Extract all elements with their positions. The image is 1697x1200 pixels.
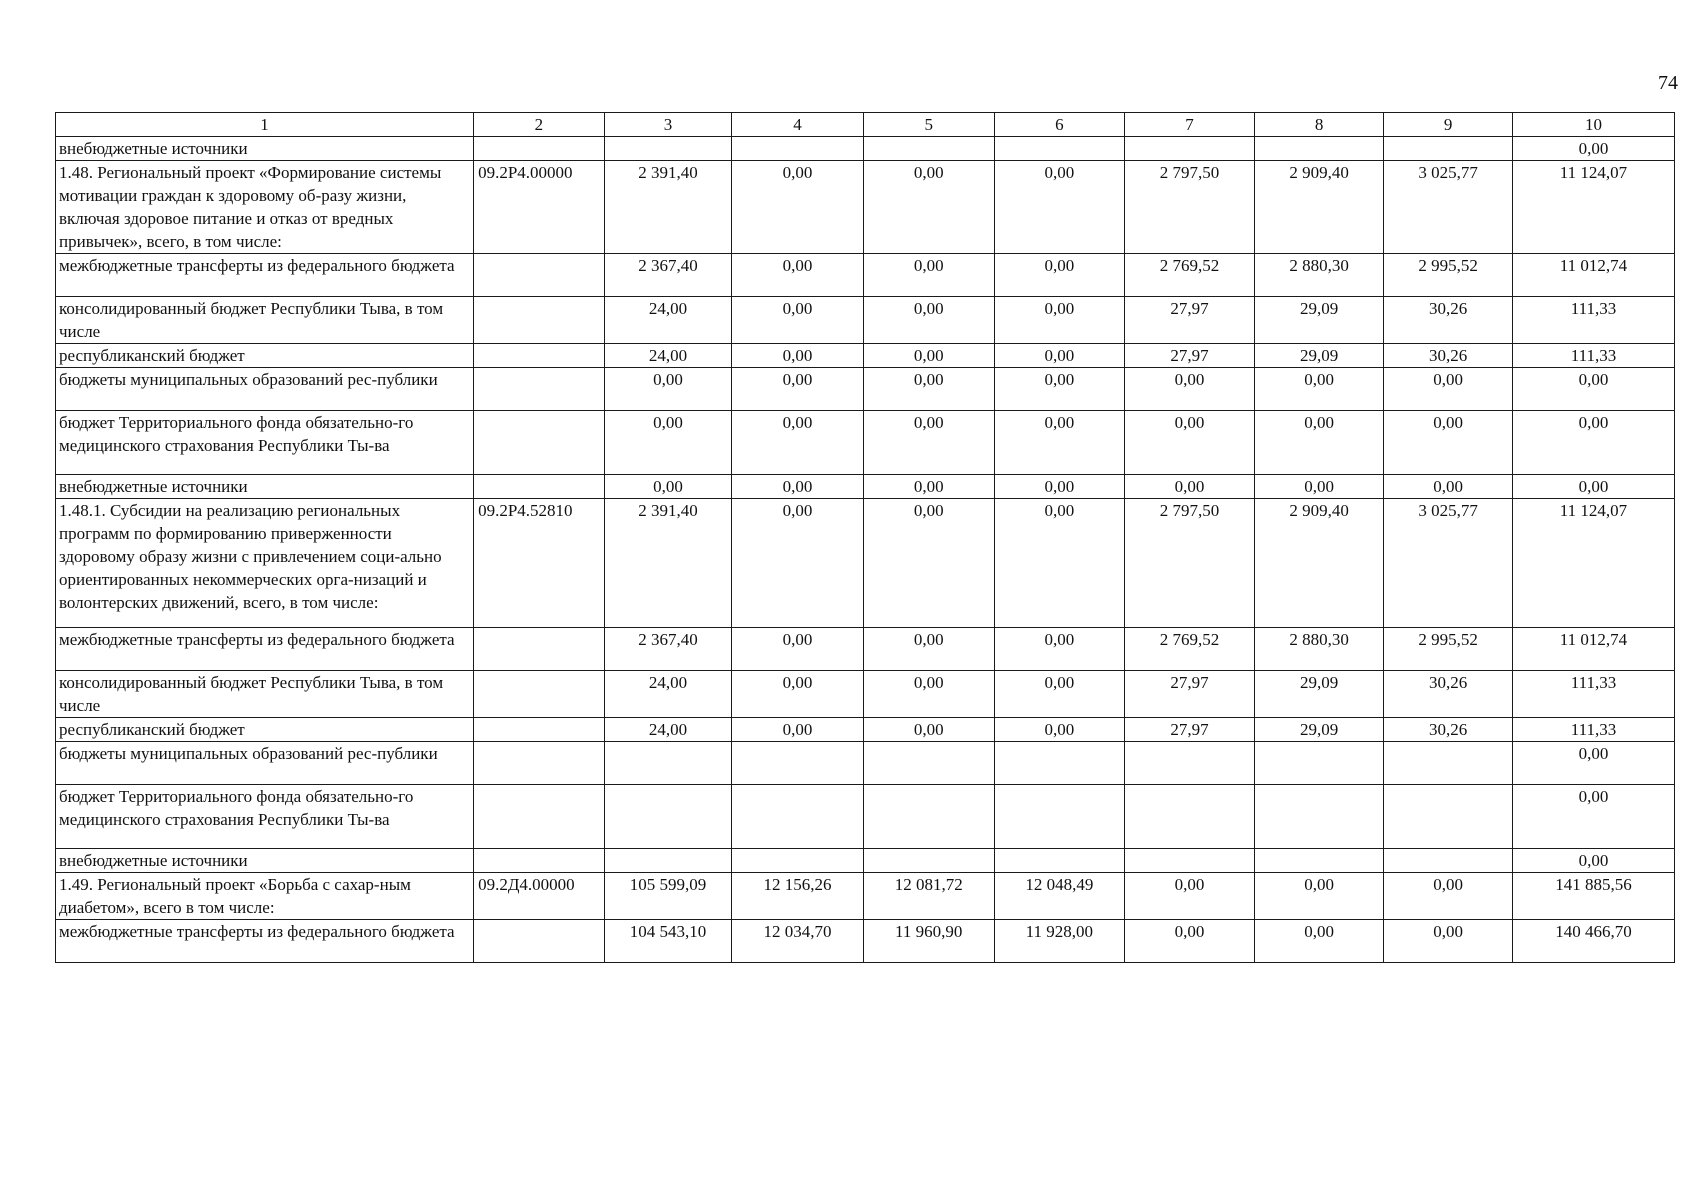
value-cell: 0,00 xyxy=(732,368,864,411)
value-cell xyxy=(1384,849,1513,873)
value-cell: 0,00 xyxy=(732,161,864,254)
value-cell: 0,00 xyxy=(1125,873,1255,920)
value-cell: 27,97 xyxy=(1125,297,1255,344)
header-cell: 4 xyxy=(732,113,864,137)
value-cell xyxy=(1254,742,1384,785)
table-header xyxy=(56,113,1675,137)
value-cell xyxy=(1254,137,1384,161)
value-cell: 24,00 xyxy=(604,718,732,742)
row-code: 09.2Р4.52810 xyxy=(474,499,605,628)
row-code xyxy=(474,254,605,297)
table-row xyxy=(56,785,1675,849)
row-label: внебюджетные источники xyxy=(56,137,474,161)
value-cell: 0,00 xyxy=(1512,849,1674,873)
value-cell: 0,00 xyxy=(994,671,1125,718)
value-cell: 0,00 xyxy=(863,161,994,254)
row-code xyxy=(474,785,605,849)
row-code xyxy=(474,628,605,671)
table-row xyxy=(56,475,1675,499)
value-cell: 0,00 xyxy=(994,411,1125,475)
value-cell: 30,26 xyxy=(1384,297,1513,344)
value-cell xyxy=(732,849,864,873)
value-cell: 0,00 xyxy=(863,671,994,718)
value-cell: 11 960,90 xyxy=(863,920,994,963)
value-cell: 0,00 xyxy=(863,411,994,475)
value-cell: 27,97 xyxy=(1125,344,1255,368)
value-cell: 0,00 xyxy=(1254,873,1384,920)
value-cell: 0,00 xyxy=(1512,137,1674,161)
value-cell: 0,00 xyxy=(732,344,864,368)
row-label: бюджет Территориального фонда обязательно-го медицинского страхования Республики Ты-ва xyxy=(56,411,474,475)
row-code: 09.2Д4.00000 xyxy=(474,873,605,920)
value-cell: 0,00 xyxy=(1254,920,1384,963)
row-label: межбюджетные трансферты из федерального бюджета xyxy=(56,254,474,297)
value-cell: 12 081,72 xyxy=(863,873,994,920)
value-cell: 140 466,70 xyxy=(1512,920,1674,963)
value-cell: 2 797,50 xyxy=(1125,161,1255,254)
table-row xyxy=(56,920,1675,963)
value-cell: 0,00 xyxy=(863,368,994,411)
value-cell xyxy=(732,742,864,785)
value-cell xyxy=(1125,785,1255,849)
value-cell: 0,00 xyxy=(1384,475,1513,499)
value-cell xyxy=(863,785,994,849)
value-cell: 0,00 xyxy=(863,718,994,742)
row-label: 1.48.1. Субсидии на реализацию региональных программ по формированию приверженности здоровому образу жизни с привлечением соци-ально ориентированных некоммерческих орга-низаций и волонтерских движений, всего, в том числе: xyxy=(56,499,474,628)
value-cell xyxy=(604,849,732,873)
value-cell: 0,00 xyxy=(1512,411,1674,475)
header-cell: 5 xyxy=(863,113,994,137)
value-cell: 24,00 xyxy=(604,344,732,368)
value-cell xyxy=(1125,137,1255,161)
row-code xyxy=(474,475,605,499)
value-cell xyxy=(994,742,1125,785)
value-cell: 105 599,09 xyxy=(604,873,732,920)
header-cell: 3 xyxy=(604,113,732,137)
row-label: консолидированный бюджет Республики Тыва, в том числе xyxy=(56,297,474,344)
row-code xyxy=(474,368,605,411)
row-code xyxy=(474,411,605,475)
value-cell xyxy=(1125,849,1255,873)
value-cell xyxy=(1384,785,1513,849)
value-cell: 24,00 xyxy=(604,671,732,718)
table-row xyxy=(56,297,1675,344)
row-code xyxy=(474,344,605,368)
value-cell: 0,00 xyxy=(732,499,864,628)
value-cell: 0,00 xyxy=(1125,411,1255,475)
value-cell: 0,00 xyxy=(994,475,1125,499)
value-cell xyxy=(1384,742,1513,785)
value-cell: 29,09 xyxy=(1254,718,1384,742)
value-cell: 0,00 xyxy=(994,628,1125,671)
row-label: бюджеты муниципальных образований рес-публики xyxy=(56,742,474,785)
value-cell: 0,00 xyxy=(1512,742,1674,785)
row-label: республиканский бюджет xyxy=(56,344,474,368)
table-row xyxy=(56,718,1675,742)
value-cell xyxy=(1125,742,1255,785)
value-cell xyxy=(1254,849,1384,873)
value-cell: 0,00 xyxy=(1384,411,1513,475)
value-cell: 0,00 xyxy=(863,628,994,671)
value-cell: 2 391,40 xyxy=(604,161,732,254)
value-cell xyxy=(604,785,732,849)
value-cell: 141 885,56 xyxy=(1512,873,1674,920)
row-code xyxy=(474,742,605,785)
row-code xyxy=(474,849,605,873)
value-cell: 11 012,74 xyxy=(1512,628,1674,671)
row-code xyxy=(474,671,605,718)
value-cell: 0,00 xyxy=(1125,475,1255,499)
value-cell: 111,33 xyxy=(1512,344,1674,368)
table-row xyxy=(56,161,1675,254)
value-cell: 2 391,40 xyxy=(604,499,732,628)
value-cell: 0,00 xyxy=(1254,411,1384,475)
table-row xyxy=(56,254,1675,297)
value-cell: 0,00 xyxy=(994,254,1125,297)
value-cell: 0,00 xyxy=(1512,475,1674,499)
table-row xyxy=(56,628,1675,671)
value-cell: 0,00 xyxy=(994,161,1125,254)
value-cell xyxy=(994,849,1125,873)
value-cell: 11 012,74 xyxy=(1512,254,1674,297)
value-cell xyxy=(863,742,994,785)
row-label: бюджет Территориального фонда обязательно-го медицинского страхования Республики Ты-ва xyxy=(56,785,474,849)
value-cell: 12 156,26 xyxy=(732,873,864,920)
value-cell: 2 880,30 xyxy=(1254,254,1384,297)
table-row xyxy=(56,742,1675,785)
value-cell: 0,00 xyxy=(732,671,864,718)
row-label: межбюджетные трансферты из федерального бюджета xyxy=(56,628,474,671)
value-cell: 30,26 xyxy=(1384,718,1513,742)
row-label: 1.48. Региональный проект «Формирование системы мотивации граждан к здоровому об-разу жизни, включая здоровое питание и отказ от вредных привычек», всего, в том числе: xyxy=(56,161,474,254)
value-cell: 2 909,40 xyxy=(1254,499,1384,628)
table-row xyxy=(56,671,1675,718)
header-cell: 8 xyxy=(1254,113,1384,137)
value-cell: 0,00 xyxy=(994,499,1125,628)
value-cell: 111,33 xyxy=(1512,297,1674,344)
budget-table-container xyxy=(55,112,1675,963)
value-cell: 12 034,70 xyxy=(732,920,864,963)
value-cell: 2 880,30 xyxy=(1254,628,1384,671)
header-row xyxy=(56,113,1675,137)
table-row xyxy=(56,368,1675,411)
header-cell: 7 xyxy=(1125,113,1255,137)
row-code xyxy=(474,297,605,344)
value-cell: 2 769,52 xyxy=(1125,254,1255,297)
value-cell: 29,09 xyxy=(1254,671,1384,718)
value-cell: 0,00 xyxy=(1512,785,1674,849)
value-cell: 0,00 xyxy=(1125,920,1255,963)
table-row xyxy=(56,137,1675,161)
value-cell: 27,97 xyxy=(1125,671,1255,718)
table-row xyxy=(56,873,1675,920)
value-cell: 0,00 xyxy=(1512,368,1674,411)
table-row xyxy=(56,849,1675,873)
value-cell: 111,33 xyxy=(1512,671,1674,718)
value-cell xyxy=(604,742,732,785)
value-cell: 0,00 xyxy=(863,254,994,297)
value-cell: 29,09 xyxy=(1254,344,1384,368)
value-cell: 2 995,52 xyxy=(1384,628,1513,671)
value-cell: 0,00 xyxy=(1384,920,1513,963)
row-label: бюджеты муниципальных образований рес-публики xyxy=(56,368,474,411)
value-cell: 11 124,07 xyxy=(1512,499,1674,628)
value-cell: 0,00 xyxy=(863,344,994,368)
row-label: внебюджетные источники xyxy=(56,849,474,873)
header-cell: 1 xyxy=(56,113,474,137)
value-cell: 0,00 xyxy=(732,475,864,499)
value-cell: 0,00 xyxy=(1384,873,1513,920)
value-cell: 3 025,77 xyxy=(1384,161,1513,254)
table-body xyxy=(56,137,1675,963)
value-cell: 0,00 xyxy=(994,344,1125,368)
table-row xyxy=(56,499,1675,628)
row-code xyxy=(474,920,605,963)
header-cell: 6 xyxy=(994,113,1125,137)
value-cell: 11 928,00 xyxy=(994,920,1125,963)
value-cell: 3 025,77 xyxy=(1384,499,1513,628)
value-cell: 0,00 xyxy=(1254,475,1384,499)
table-row xyxy=(56,344,1675,368)
value-cell xyxy=(604,137,732,161)
value-cell xyxy=(863,849,994,873)
value-cell: 0,00 xyxy=(863,475,994,499)
value-cell: 2 367,40 xyxy=(604,254,732,297)
value-cell: 0,00 xyxy=(732,254,864,297)
value-cell: 0,00 xyxy=(604,411,732,475)
value-cell: 0,00 xyxy=(732,411,864,475)
value-cell xyxy=(732,785,864,849)
value-cell: 29,09 xyxy=(1254,297,1384,344)
value-cell: 0,00 xyxy=(863,499,994,628)
value-cell: 0,00 xyxy=(1254,368,1384,411)
value-cell: 0,00 xyxy=(604,475,732,499)
value-cell xyxy=(863,137,994,161)
value-cell: 0,00 xyxy=(604,368,732,411)
row-label: межбюджетные трансферты из федерального бюджета xyxy=(56,920,474,963)
value-cell: 2 797,50 xyxy=(1125,499,1255,628)
header-cell: 2 xyxy=(474,113,605,137)
value-cell: 30,26 xyxy=(1384,344,1513,368)
row-label: республиканский бюджет xyxy=(56,718,474,742)
row-label: 1.49. Региональный проект «Борьба с сахар-ным диабетом», всего в том числе: xyxy=(56,873,474,920)
row-code xyxy=(474,718,605,742)
value-cell xyxy=(1384,137,1513,161)
value-cell: 12 048,49 xyxy=(994,873,1125,920)
header-cell: 9 xyxy=(1384,113,1513,137)
value-cell: 0,00 xyxy=(732,628,864,671)
value-cell: 2 367,40 xyxy=(604,628,732,671)
value-cell: 0,00 xyxy=(732,297,864,344)
value-cell: 0,00 xyxy=(732,718,864,742)
row-code: 09.2Р4.00000 xyxy=(474,161,605,254)
value-cell xyxy=(732,137,864,161)
value-cell: 0,00 xyxy=(994,368,1125,411)
value-cell: 111,33 xyxy=(1512,718,1674,742)
row-code xyxy=(474,137,605,161)
table-row xyxy=(56,411,1675,475)
value-cell: 0,00 xyxy=(1384,368,1513,411)
value-cell: 0,00 xyxy=(994,718,1125,742)
value-cell: 0,00 xyxy=(994,297,1125,344)
value-cell: 11 124,07 xyxy=(1512,161,1674,254)
value-cell: 2 995,52 xyxy=(1384,254,1513,297)
budget-table xyxy=(55,112,1675,963)
value-cell: 24,00 xyxy=(604,297,732,344)
page-number: 74 xyxy=(1658,72,1678,94)
value-cell: 30,26 xyxy=(1384,671,1513,718)
value-cell xyxy=(994,785,1125,849)
value-cell: 2 769,52 xyxy=(1125,628,1255,671)
value-cell: 2 909,40 xyxy=(1254,161,1384,254)
value-cell xyxy=(1254,785,1384,849)
value-cell: 0,00 xyxy=(1125,368,1255,411)
row-label: внебюджетные источники xyxy=(56,475,474,499)
header-cell: 10 xyxy=(1512,113,1674,137)
value-cell: 104 543,10 xyxy=(604,920,732,963)
row-label: консолидированный бюджет Республики Тыва, в том числе xyxy=(56,671,474,718)
value-cell xyxy=(994,137,1125,161)
value-cell: 27,97 xyxy=(1125,718,1255,742)
value-cell: 0,00 xyxy=(863,297,994,344)
